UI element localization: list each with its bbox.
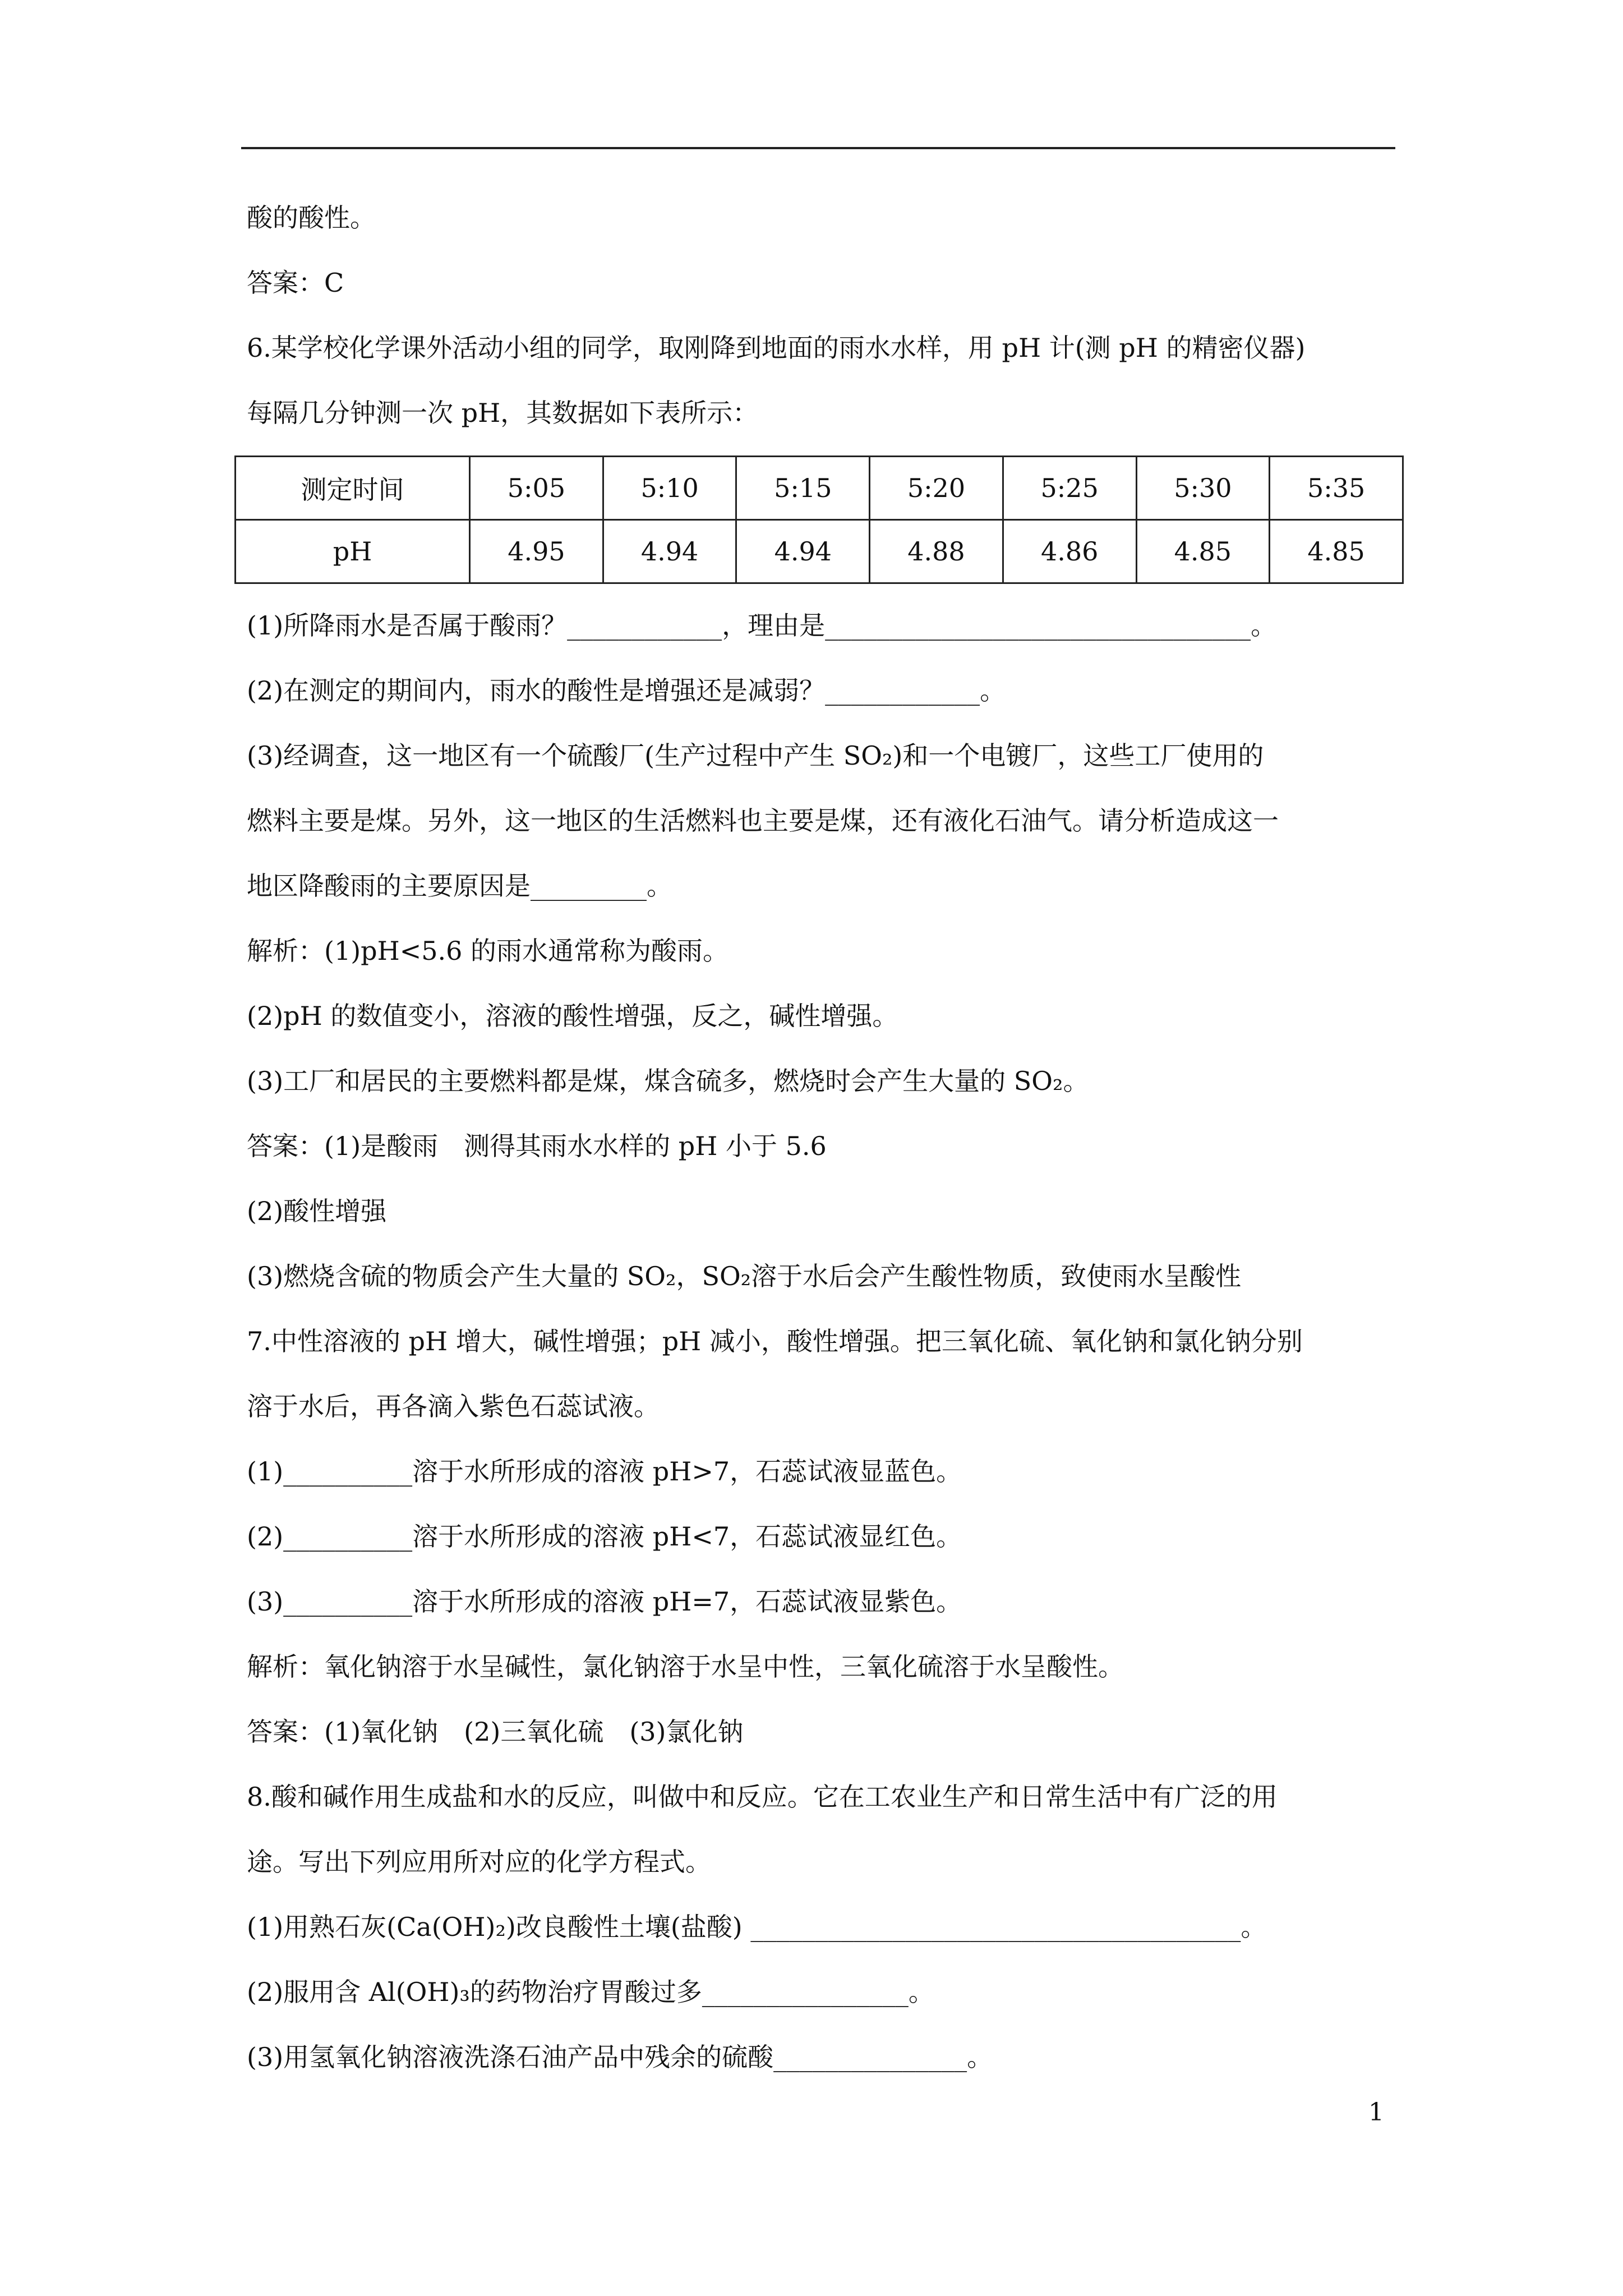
table-cell: 测定时间 — [236, 457, 470, 520]
text-line: 每隔几分钟测一次 pH，其数据如下表所示： — [247, 398, 759, 428]
text-line: (3)经调查，这一地区有一个硫酸厂(生产过程中产生 SO₂)和一个电镀厂，这些工厂使用的 — [247, 740, 1264, 771]
table-cell: 4.94 — [603, 520, 736, 583]
table-cell: 4.88 — [870, 520, 1003, 583]
table-cell: pH — [236, 520, 470, 583]
text-line: 答案：(1)氧化钠 (2)三氧化硫 (3)氯化钠 — [247, 1717, 744, 1747]
text-line: (2)pH 的数值变小，溶液的酸性增强，反之，碱性增强。 — [247, 1001, 898, 1031]
page-number: 1 — [1368, 2098, 1384, 2127]
table-cell: 5:35 — [1270, 457, 1403, 520]
text-line: 答案：C — [247, 268, 344, 298]
text-line: 酸的酸性。 — [247, 203, 376, 233]
table-cell: 5:15 — [736, 457, 870, 520]
text-line: 解析：(1)pH<5.6 的雨水通常称为酸雨。 — [247, 936, 729, 966]
header-rule — [241, 147, 1395, 149]
table-cell: 5:30 — [1136, 457, 1270, 520]
text-line: (2)服用含 Al(OH)₃的药物治疗胃酸过多________________。 — [247, 1977, 934, 2007]
table-row — [236, 520, 1403, 583]
text-line: 地区降酸雨的主要原因是_________。 — [247, 871, 672, 901]
text-line: (3)燃烧含硫的物质会产生大量的 SO₂，SO₂溶于水后会产生酸性物质，致使雨水呈酸性 — [247, 1261, 1242, 1291]
text-line: (2)在测定的期间内，雨水的酸性是增强还是减弱？____________。 — [247, 675, 1006, 706]
text-line: (1)所降雨水是否属于酸雨？____________，理由是_________________________________。 — [247, 610, 1277, 641]
text-line: (2)__________溶于水所形成的溶液 pH<7，石蕊试液显红色。 — [247, 1521, 962, 1552]
text-line: (3)__________溶于水所形成的溶液 pH=7，石蕊试液显紫色。 — [247, 1586, 962, 1617]
text-line: 答案：(1)是酸雨 测得其雨水水样的 pH 小于 5.6 — [247, 1131, 827, 1161]
ph-table — [234, 455, 1404, 584]
table-cell: 4.85 — [1136, 520, 1270, 583]
table-row — [236, 457, 1403, 520]
text-line: 6.某学校化学课外活动小组的同学，取刚降到地面的雨水水样，用 pH 计(测 pH 的精密仪器) — [247, 333, 1306, 363]
table-cell: 4.94 — [736, 520, 870, 583]
text-line: 7.中性溶液的 pH 增大，碱性增强；pH 减小，酸性增强。把三氧化硫、氧化钠和氯化钠分别 — [247, 1326, 1303, 1356]
text-line: (3)工厂和居民的主要燃料都是煤，煤含硫多，燃烧时会产生大量的 SO₂。 — [247, 1066, 1089, 1096]
text-line: 8.酸和碱作用生成盐和水的反应，叫做中和反应。它在工农业生产和日常生活中有广泛的用 — [247, 1782, 1278, 1812]
text-line: 途。写出下列应用所对应的化学方程式。 — [247, 1847, 711, 1877]
table-cell: 5:10 — [603, 457, 736, 520]
text-line: 解析：氧化钠溶于水呈碱性，氯化钠溶于水呈中性，三氧化硫溶于水呈酸性。 — [247, 1651, 1124, 1682]
table-cell: 4.86 — [1003, 520, 1136, 583]
text-line: 燃料主要是煤。另外，这一地区的生活燃料也主要是煤，还有液化石油气。请分析造成这一 — [247, 806, 1279, 836]
table-cell: 4.85 — [1270, 520, 1403, 583]
table-cell: 4.95 — [470, 520, 603, 583]
text-line: (1)__________溶于水所形成的溶液 pH>7，石蕊试液显蓝色。 — [247, 1456, 962, 1487]
table-cell: 5:25 — [1003, 457, 1136, 520]
ph-table-wrapper — [247, 445, 1402, 593]
table-cell: 5:20 — [870, 457, 1003, 520]
text-line: 溶于水后，再各滴入紫色石蕊试液。 — [247, 1391, 660, 1421]
text-line: (2)酸性增强 — [247, 1196, 387, 1226]
text-line: (1)用熟石灰(Ca(OH)₂)改良酸性土壤(盐酸) ______________________________________。 — [247, 1912, 1267, 1942]
table-cell: 5:05 — [470, 457, 603, 520]
document-body — [247, 185, 1402, 2090]
text-line: (3)用氢氧化钠溶液洗涤石油产品中残余的硫酸_______________。 — [247, 2042, 993, 2072]
